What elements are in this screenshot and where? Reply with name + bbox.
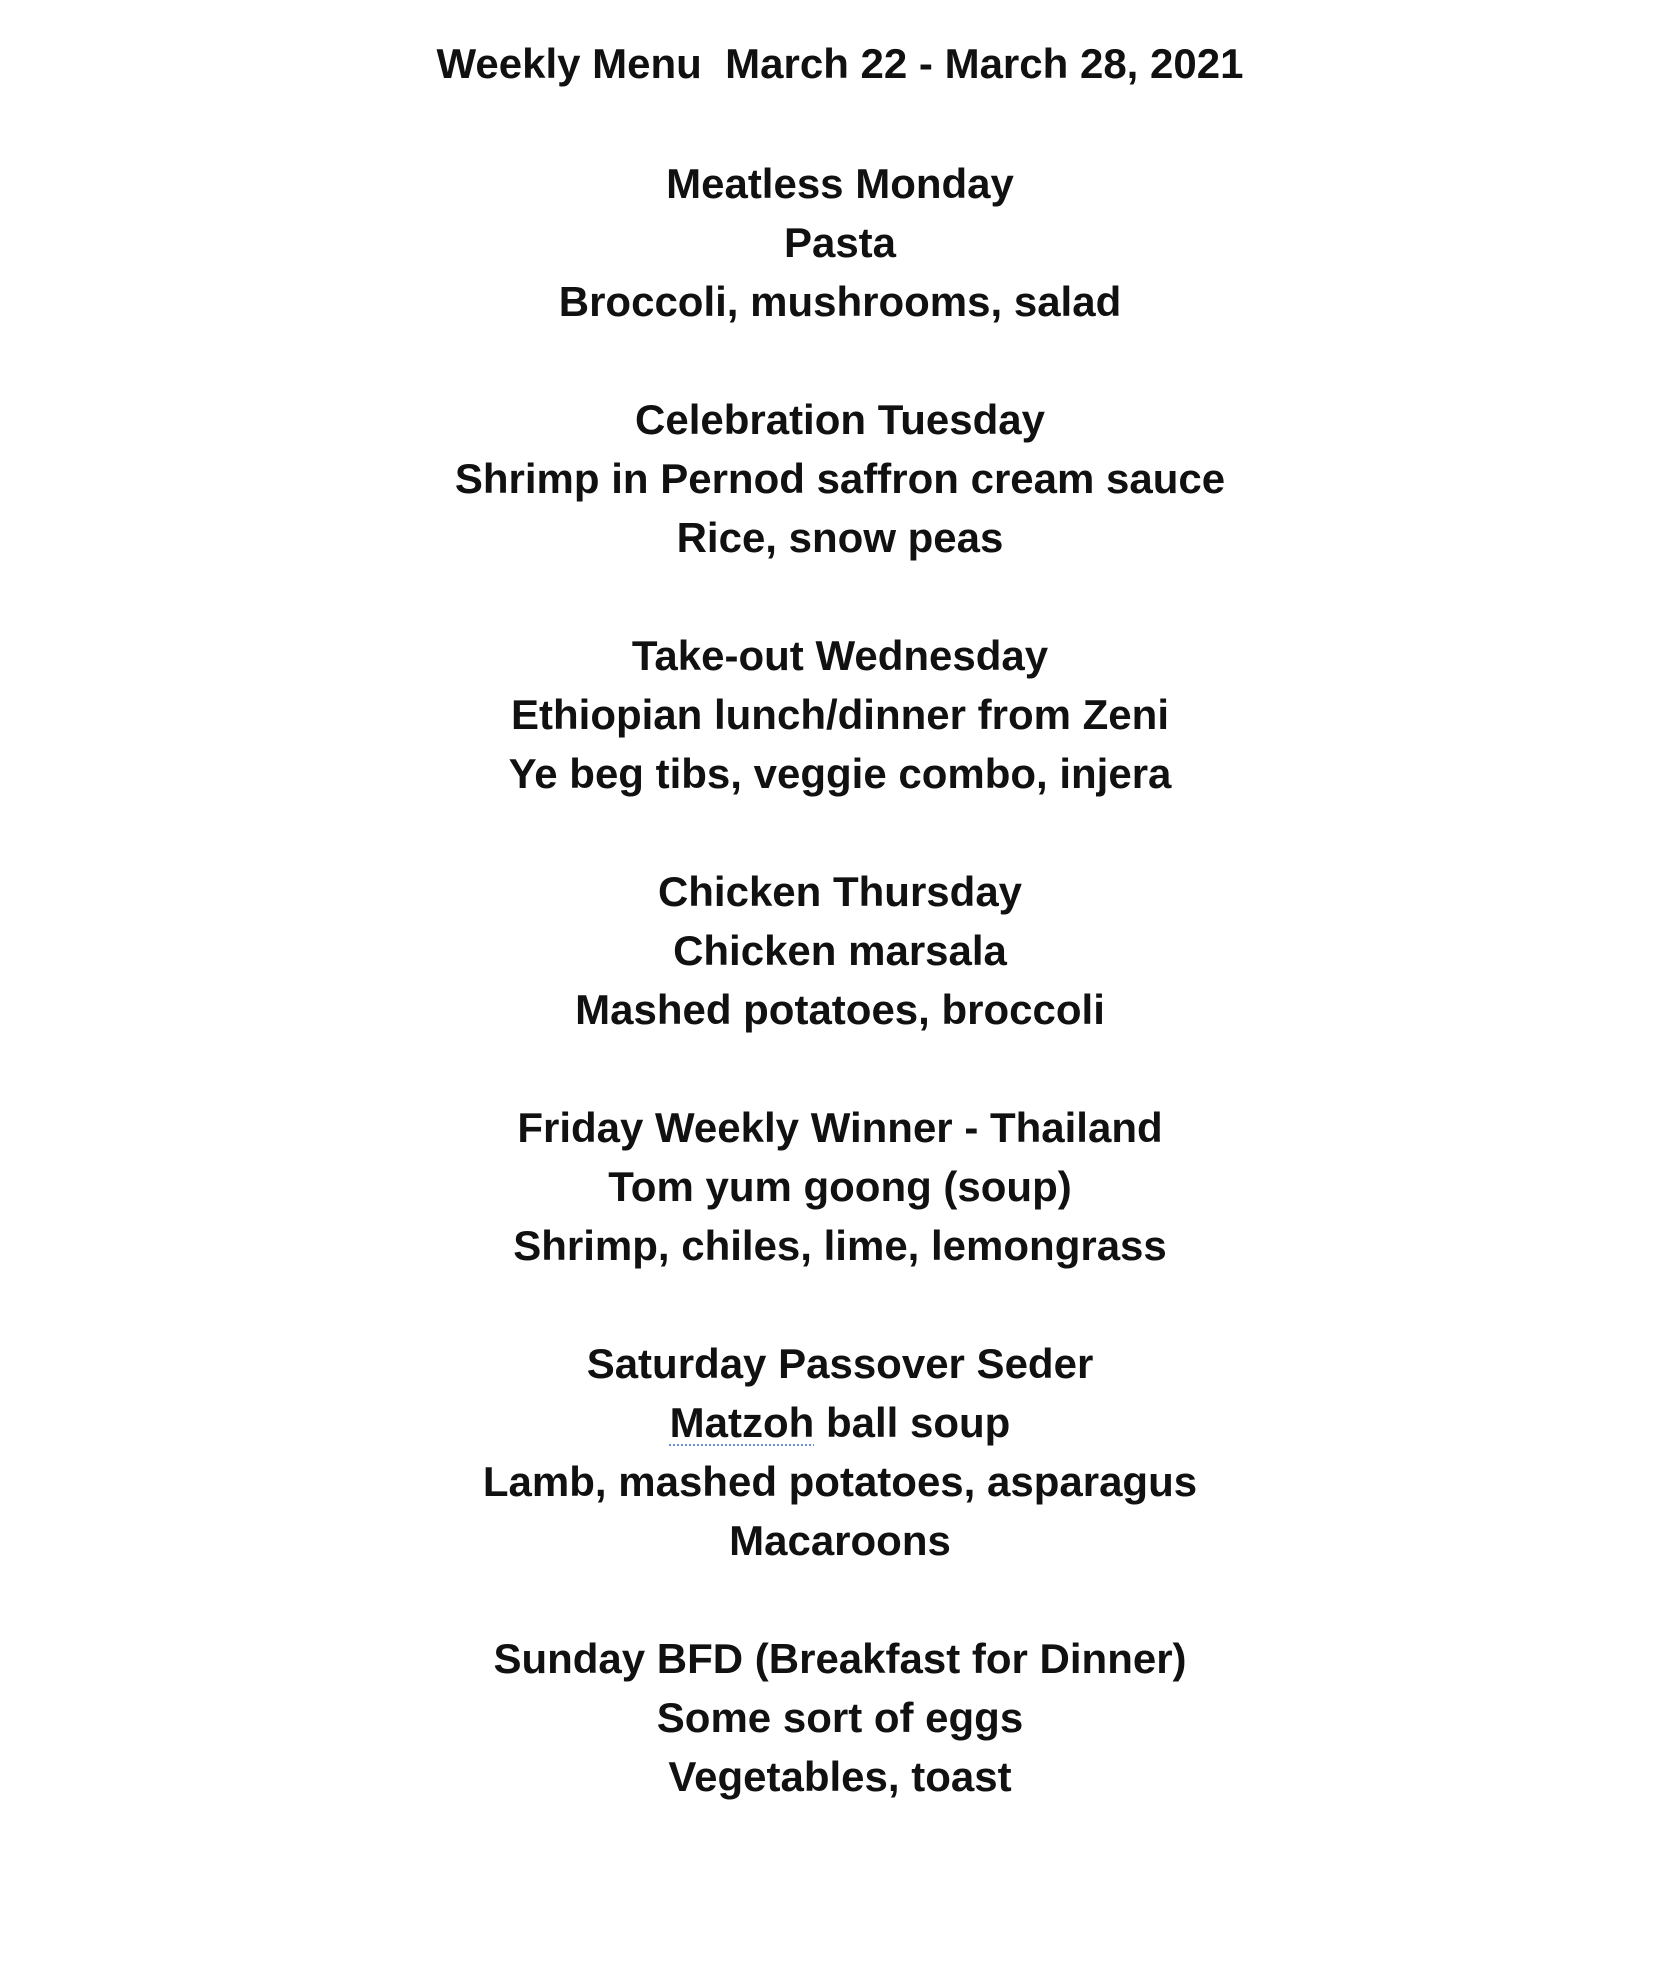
menu-item: Shrimp in Pernod saffron cream sauce (454, 455, 1226, 502)
menu-item: Some sort of eggs (656, 1694, 1024, 1741)
menu-item: Shrimp, chiles, lime, lemongrass (513, 1222, 1167, 1269)
menu-item: Vegetables, toast (668, 1753, 1012, 1800)
menu-item: Rice, snow peas (676, 514, 1004, 561)
day-heading: Sunday BFD (Breakfast for Dinner) (493, 1635, 1187, 1682)
day-heading: Chicken Thursday (657, 868, 1023, 915)
menu-item: Lamb, mashed potatoes, asparagus (482, 1458, 1198, 1505)
day-friday (0, 1098, 1660, 1275)
spellcheck-word: Matzoh (669, 1399, 815, 1446)
day-tuesday (0, 390, 1660, 567)
menu-item: Mashed potatoes, broccoli (575, 986, 1105, 1033)
menu-item: Broccoli, mushrooms, salad (558, 278, 1122, 325)
menu-item (0, 1393, 1660, 1452)
menu-item: Chicken marsala (673, 927, 1007, 974)
day-saturday (0, 1334, 1660, 1570)
day-monday (0, 154, 1660, 331)
day-thursday (0, 862, 1660, 1039)
day-heading: Meatless Monday (666, 160, 1014, 207)
day-heading: Celebration Tuesday (635, 396, 1045, 443)
menu-item: Pasta (783, 219, 897, 266)
menu-item: Tom yum goong (soup) (608, 1163, 1072, 1210)
menu-item-text: ball soup (825, 1399, 1011, 1446)
menu-item: Macaroons (729, 1517, 951, 1564)
menu-item: Ethiopian lunch/dinner from Zeni (511, 691, 1169, 738)
day-sunday (0, 1629, 1660, 1806)
day-wednesday (0, 626, 1660, 803)
day-heading: Take-out Wednesday (631, 632, 1049, 679)
day-heading: Friday Weekly Winner - Thailand (517, 1104, 1163, 1151)
day-heading: Saturday Passover Seder (586, 1340, 1094, 1387)
menu-title: Weekly Menu March 22 - March 28, 2021 (436, 40, 1244, 87)
menu-item: Ye beg tibs, veggie combo, injera (508, 750, 1172, 797)
